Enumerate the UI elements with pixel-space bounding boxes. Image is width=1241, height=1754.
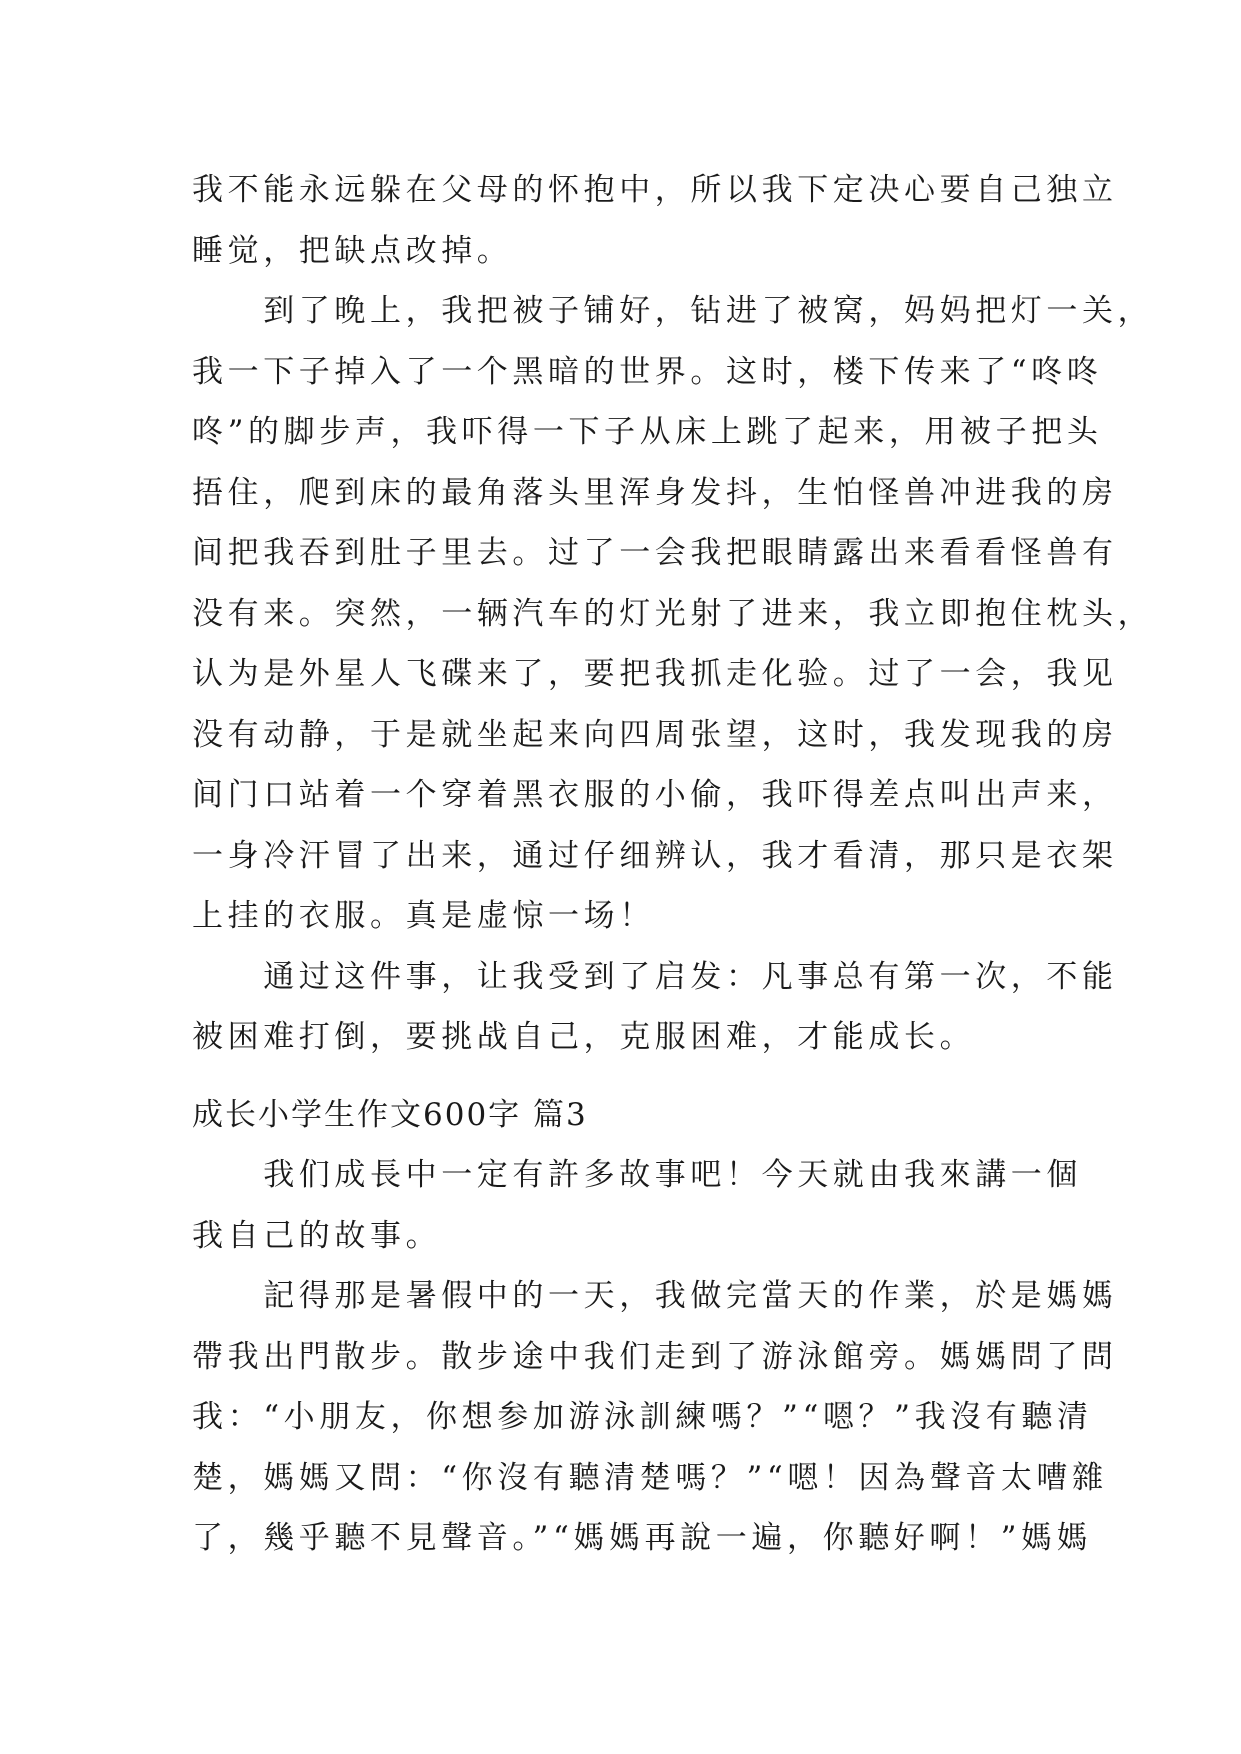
paragraph-line: 我：“小朋友，你想参加游泳訓練嗎？”“嗯？”我沒有聽清 [192, 1399, 1093, 1435]
paragraph-line: 捂住，爬到床的最角落头里浑身发抖，生怕怪兽冲进我的房 [192, 474, 1118, 511]
paragraph-line: 睡觉，把缺点改掉。 [192, 232, 513, 269]
paragraph-line: 了，幾乎聽不見聲音。”“媽媽再說一遍，你聽好啊！”媽媽 [192, 1520, 1093, 1556]
section-heading: 成长小学生作文600字 篇3 [192, 1097, 588, 1133]
paragraph-line: 一身冷汗冒了出来，通过仔细辨认，我才看清，那只是衣架 [192, 837, 1118, 874]
paragraph-line: 被困难打倒，要挑战自己，克服困难，才能成长。 [192, 1019, 976, 1055]
paragraph-line: 我一下子掉入了一个黑暗的世界。这时，楼下传来了“咚咚 [192, 353, 1103, 390]
paragraph-line: 间把我吞到肚子里去。过了一会我把眼睛露出来看看怪兽有 [192, 535, 1118, 571]
paragraph-line: 上挂的衣服。真是虚惊一场！ [192, 898, 655, 934]
paragraph-line: 没有来。突然，一辆汽车的灯光射了进来，我立即抱住枕头， [192, 595, 1154, 632]
paragraph-line: 到了晚上，我把被子铺好，钻进了被窝，妈妈把灯一关， [192, 293, 1154, 329]
essay-section-3 [192, 1145, 1118, 1569]
paragraph-line: 我自己的故事。 [192, 1217, 442, 1254]
paragraph-line: 我们成長中一定有許多故事吧！今天就由我來講一個 [192, 1157, 1082, 1193]
paragraph-line: 記得那是暑假中的一天，我做完當天的作業，於是媽媽 [192, 1278, 1118, 1314]
paragraph-line: 通过这件事，让我受到了启发：凡事总有第一次，不能 [192, 958, 1118, 995]
essay-section-2-ending [192, 160, 1154, 1068]
paragraph-line: 认为是外星人飞碟来了，要把我抓走化验。过了一会，我见 [192, 656, 1118, 692]
paragraph-line: 间门口站着一个穿着黑衣服的小偷，我吓得差点叫出声来， [192, 777, 1118, 813]
paragraph-line: 帶我出門散步。散步途中我们走到了游泳館旁。媽媽問了問 [192, 1338, 1118, 1375]
paragraph-line: 没有动静，于是就坐起来向四周张望，这时，我发现我的房 [192, 716, 1118, 753]
paragraph-line: 楚，媽媽又問：“你沒有聽清楚嗎？”“嗯！因為聲音太嘈雜 [192, 1459, 1108, 1496]
paragraph-line: 我不能永远躲在父母的怀抱中，所以我下定决心要自己独立 [192, 172, 1118, 208]
paragraph-line: 咚”的脚步声，我吓得一下子从床上跳了起来，用被子把头 [192, 414, 1103, 450]
